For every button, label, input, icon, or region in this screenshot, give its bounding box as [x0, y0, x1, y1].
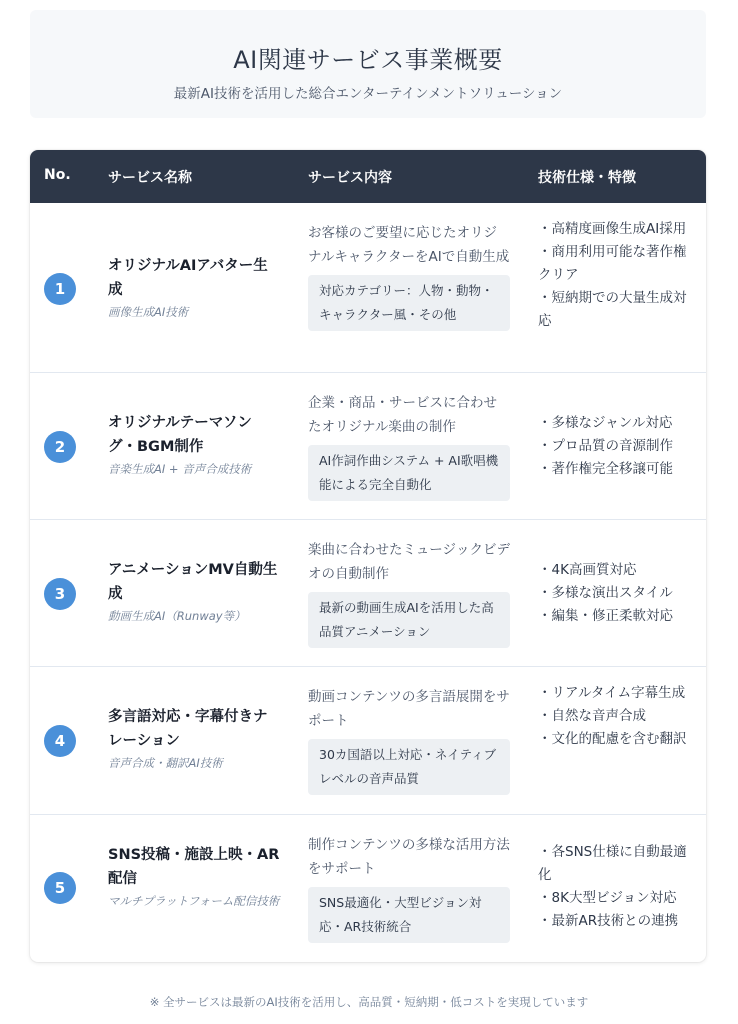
service-name: アニメーションMV自動生成	[108, 562, 278, 602]
page-title: AI関連サービス事業概要	[233, 46, 503, 74]
page-subtitle: 最新AI技術を活用した総合エンターテインメントソリューション	[173, 86, 563, 102]
service-content-cell	[308, 833, 510, 943]
feature-item: ・8K大型ビジョン対応	[538, 890, 677, 906]
feature-item: ・リアルタイム字幕生成	[538, 685, 686, 701]
table-row	[30, 815, 706, 962]
table-row	[30, 373, 706, 520]
table-header	[30, 150, 706, 203]
feature-list	[538, 841, 696, 933]
service-name-cell	[108, 705, 280, 773]
header-banner	[30, 10, 706, 118]
service-name: オリジナルテーマソング・BGM制作	[108, 415, 252, 455]
feature-item: ・商用利用可能な著作権クリア	[538, 244, 687, 283]
feature-item: ・編集・修正柔軟対応	[538, 608, 673, 624]
table-row	[30, 667, 706, 815]
feature-item: ・4K高画質対応	[538, 562, 637, 578]
service-note: 30カ国語以上対応・ネイティブレベルの音声品質	[308, 739, 510, 795]
service-name: オリジナルAIアバター生成	[108, 258, 268, 298]
service-note: AI作詞作曲システム + AI歌唱機能による完全自動化	[308, 445, 510, 501]
feature-item: ・最新AR技術との連携	[538, 913, 679, 929]
service-name: SNS投稿・施設上映・AR配信	[108, 847, 280, 887]
services-table	[30, 150, 706, 962]
service-note: 対応カテゴリー：人物・動物・キャラクター風・その他	[308, 275, 510, 331]
row-number-badge: 1	[44, 273, 76, 305]
footer-note: ※ 全サービスは最新のAI技術を活用し、高品質・短納期・低コストを実現しています	[149, 995, 589, 1009]
table-row	[30, 520, 706, 667]
row-number-badge: 3	[44, 578, 76, 610]
column-header-tech-features: 技術仕様・特徴	[538, 170, 636, 186]
service-name-cell	[108, 558, 280, 626]
service-name-cell	[108, 411, 280, 479]
service-name-cell	[108, 254, 280, 322]
service-description: 企業・商品・サービスに合わせたオリジナル楽曲の制作	[308, 395, 497, 435]
service-description: 動画コンテンツの多言語展開をサポート	[308, 689, 510, 729]
service-content-cell	[308, 685, 510, 795]
column-header-no: No.	[44, 167, 71, 183]
feature-item: ・多様なジャンル対応	[538, 415, 673, 431]
feature-item: ・多様な演出スタイル	[538, 585, 673, 601]
feature-item: ・著作権完全移譲可能	[538, 461, 673, 477]
feature-list	[538, 218, 696, 333]
feature-list	[538, 559, 696, 628]
service-name-cell	[108, 843, 280, 911]
row-number-badge: 5	[44, 872, 76, 904]
row-number-badge: 2	[44, 431, 76, 463]
row-number-badge: 4	[44, 725, 76, 757]
column-header-service-name: サービス名称	[108, 170, 192, 186]
feature-item: ・自然な音声合成	[538, 708, 646, 724]
service-tech: 音声合成・翻訳AI技術	[108, 756, 223, 770]
service-tech: マルチプラットフォーム配信技術	[108, 894, 280, 908]
column-header-service-content: サービス内容	[308, 170, 392, 186]
service-tech: 動画生成AI（Runway等）	[108, 609, 246, 623]
service-description: お客様のご要望に応じたオリジナルキャラクターをAIで自動生成	[308, 225, 510, 265]
service-description: 楽曲に合わせたミュージックビデオの自動制作	[308, 542, 510, 582]
feature-list	[538, 682, 696, 751]
feature-item: ・各SNS仕様に自動最適化	[538, 844, 687, 883]
feature-list	[538, 412, 696, 481]
service-note: SNS最適化・大型ビジョン対応・AR技術統合	[308, 887, 510, 943]
service-description: 制作コンテンツの多様な活用方法をサポート	[308, 837, 510, 877]
feature-item: ・プロ品質の音源制作	[538, 438, 673, 454]
table-row	[30, 203, 706, 373]
service-content-cell	[308, 221, 510, 331]
service-tech: 画像生成AI技術	[108, 305, 189, 319]
service-content-cell	[308, 391, 510, 501]
feature-item: ・短納期での大量生成対応	[538, 290, 687, 329]
service-tech: 音楽生成AI + 音声合成技術	[108, 462, 252, 476]
service-content-cell	[308, 538, 510, 648]
service-name: 多言語対応・字幕付きナレーション	[108, 709, 268, 749]
feature-item: ・文化的配慮を含む翻訳	[538, 731, 687, 747]
service-note: 最新の動画生成AIを活用した高品質アニメーション	[308, 592, 510, 648]
feature-item: ・高精度画像生成AI採用	[538, 221, 687, 237]
